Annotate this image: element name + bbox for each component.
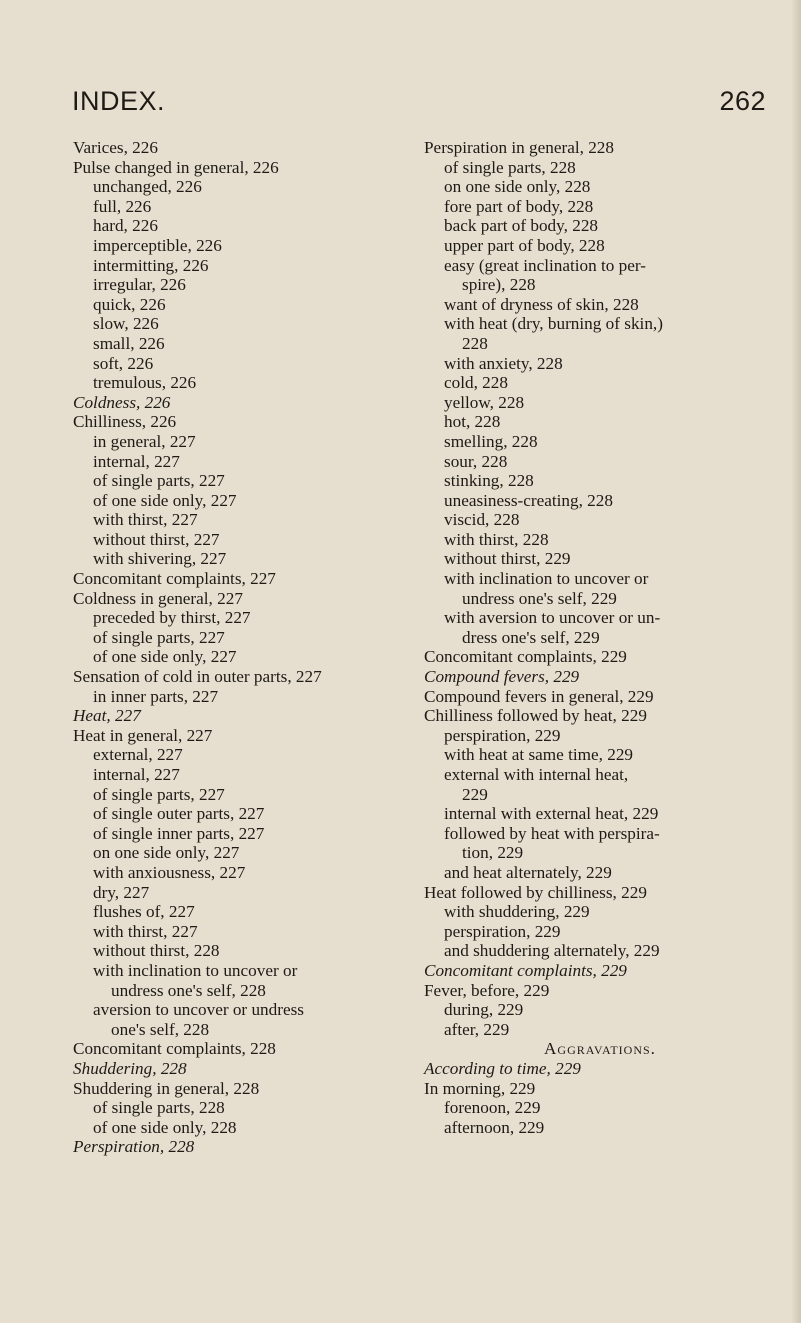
index-column-right	[424, 138, 776, 1137]
index-entry: Shuddering, 228	[73, 1058, 187, 1078]
index-subentry: spire), 228	[462, 275, 536, 295]
index-subentry: on one side only, 227	[93, 843, 240, 863]
index-subentry: in general, 227	[93, 431, 196, 451]
index-subentry: full, 226	[93, 196, 152, 216]
index-subentry: slow, 226	[93, 314, 159, 334]
index-subentry: one's self, 228	[111, 1019, 210, 1039]
index-subentry: imperceptible, 226	[93, 235, 222, 255]
index-subentry: tremulous, 226	[93, 373, 197, 393]
index-subentry: flushes of, 227	[93, 902, 195, 922]
index-subentry: internal with external heat, 229	[444, 804, 659, 824]
index-subentry: yellow, 228	[444, 392, 525, 412]
index-entry: In morning, 229	[424, 1078, 536, 1098]
index-entry: Heat followed by chilliness, 229	[424, 882, 647, 902]
index-subentry: back part of body, 228	[444, 216, 599, 236]
index-entry: Coldness in general, 227	[73, 588, 243, 608]
index-subentry: soft, 226	[93, 353, 154, 373]
index-entry: Concomitant complaints, 229	[424, 960, 627, 980]
index-subentry: want of dryness of skin, 228	[444, 294, 639, 314]
index-subentry: of one side only, 228	[93, 1117, 237, 1137]
index-subentry: and heat alternately, 229	[444, 862, 612, 882]
index-entry: Chilliness, 226	[73, 412, 177, 432]
index-subentry: with thirst, 227	[93, 921, 198, 941]
index-subentry: 229	[462, 784, 488, 804]
index-subentry: with heat at same time, 229	[444, 745, 634, 765]
index-subentry: of single parts, 228	[444, 157, 576, 177]
index-subentry: intermitting, 226	[93, 255, 209, 275]
index-subentry: of single inner parts, 227	[93, 823, 265, 843]
index-subentry: external, 227	[93, 745, 183, 765]
index-subentry: tion, 229	[462, 843, 524, 863]
index-subentry: followed by heat with perspira-	[444, 823, 660, 843]
index-subentry: of single parts, 227	[93, 471, 225, 491]
index-subentry: dry, 227	[93, 882, 150, 902]
index-subentry: viscid, 228	[444, 510, 520, 530]
index-subentry: with inclination to uncover or	[444, 569, 649, 589]
index-subentry: of single parts, 228	[93, 1098, 225, 1118]
index-subentry: of single parts, 227	[93, 784, 225, 804]
index-subentry: after, 229	[444, 1019, 510, 1039]
index-subentry: small, 226	[93, 333, 165, 353]
index-subentry: preceded by thirst, 227	[93, 608, 251, 628]
index-subentry: with heat (dry, burning of skin,)	[444, 314, 663, 334]
index-subentry: smelling, 228	[444, 431, 538, 451]
index-subentry: with anxiousness, 227	[93, 862, 246, 882]
index-subentry: in inner parts, 227	[93, 686, 219, 706]
index-subentry: and shuddering alternately, 229	[444, 941, 660, 961]
index-entry: Sensation of cold in outer parts, 227	[73, 667, 322, 687]
index-subentry: forenoon, 229	[444, 1098, 541, 1118]
index-subentry: easy (great inclination to per-	[444, 255, 647, 275]
index-entry: Perspiration in general, 228	[424, 138, 614, 157]
index-subentry: internal, 227	[93, 451, 180, 471]
index-subentry: internal, 227	[93, 765, 180, 784]
index-subentry: external with internal heat,	[444, 765, 629, 784]
index-subentry: undress one's self, 229	[462, 588, 617, 608]
index-subentry: 228	[462, 333, 488, 353]
index-subentry: of single outer parts, 227	[93, 804, 265, 824]
index-subentry: undress one's self, 228	[111, 980, 266, 1000]
index-subentry: stinking, 228	[444, 471, 534, 491]
index-subentry: perspiration, 229	[444, 921, 561, 941]
index-subentry: on one side only, 228	[444, 177, 591, 197]
index-subentry: without thirst, 228	[93, 941, 220, 961]
index-subentry: of one side only, 227	[93, 647, 237, 667]
index-subentry: with anxiety, 228	[444, 353, 563, 373]
index-subentry: cold, 228	[444, 373, 508, 393]
index-subentry: afternoon, 229	[444, 1117, 545, 1137]
index-entry: According to time, 229	[424, 1058, 581, 1078]
index-subentry: with shuddering, 229	[444, 902, 590, 922]
index-entry: Shuddering in general, 228	[73, 1078, 260, 1098]
index-entry: Heat, 227	[73, 706, 141, 726]
index-subentry: with thirst, 227	[93, 510, 198, 530]
page-edge-shadow	[791, 0, 801, 1323]
index-subentry: with thirst, 228	[444, 529, 549, 549]
index-subentry: without thirst, 227	[93, 529, 220, 549]
index-subentry: sour, 228	[444, 451, 508, 471]
index-subentry: aversion to uncover or undress	[93, 1000, 304, 1020]
index-entry: Fever, before, 229	[424, 980, 550, 1000]
index-column-left	[73, 138, 408, 1157]
index-entry: Perspiration, 228	[73, 1137, 195, 1157]
index-subentry: perspiration, 229	[444, 725, 561, 745]
index-entry: Compound fevers in general, 229	[424, 686, 654, 706]
index-subentry: irregular, 226	[93, 275, 186, 295]
index-subentry: of one side only, 227	[93, 490, 237, 510]
index-subentry: upper part of body, 228	[444, 235, 605, 255]
index-subentry: dress one's self, 229	[462, 627, 600, 647]
index-subentry: without thirst, 229	[444, 549, 571, 569]
index-entry: Varices, 226	[73, 138, 158, 157]
index-subentry: during, 229	[444, 1000, 524, 1020]
index-entry: Concomitant complaints, 229	[424, 647, 627, 667]
index-subentry: quick, 226	[93, 294, 166, 314]
index-entry: Heat in general, 227	[73, 725, 213, 745]
index-entry: Pulse changed in general, 226	[73, 157, 279, 177]
index-subentry: of single parts, 227	[93, 627, 225, 647]
index-entry: Chilliness followed by heat, 229	[424, 706, 647, 726]
index-subentry: with aversion to uncover or un-	[444, 608, 661, 628]
index-entry: Coldness, 226	[73, 392, 171, 412]
index-entry: Concomitant complaints, 228	[73, 1039, 276, 1059]
page-header	[72, 86, 766, 126]
index-subentry: hot, 228	[444, 412, 501, 432]
index-subentry: uneasiness-creating, 228	[444, 490, 613, 510]
running-title: INDEX.	[72, 86, 166, 116]
index-subentry: unchanged, 226	[93, 177, 202, 197]
index-subentry: hard, 226	[93, 216, 158, 236]
index-subentry: with shivering, 227	[93, 549, 227, 569]
index-entry: Compound fevers, 229	[424, 667, 580, 687]
index-subentry: with inclination to uncover or	[93, 960, 298, 980]
section-heading: Aggravations.	[544, 1039, 656, 1059]
index-entry: Concomitant complaints, 227	[73, 569, 276, 589]
page-number: 262	[719, 86, 766, 116]
index-subentry: fore part of body, 228	[444, 196, 594, 216]
